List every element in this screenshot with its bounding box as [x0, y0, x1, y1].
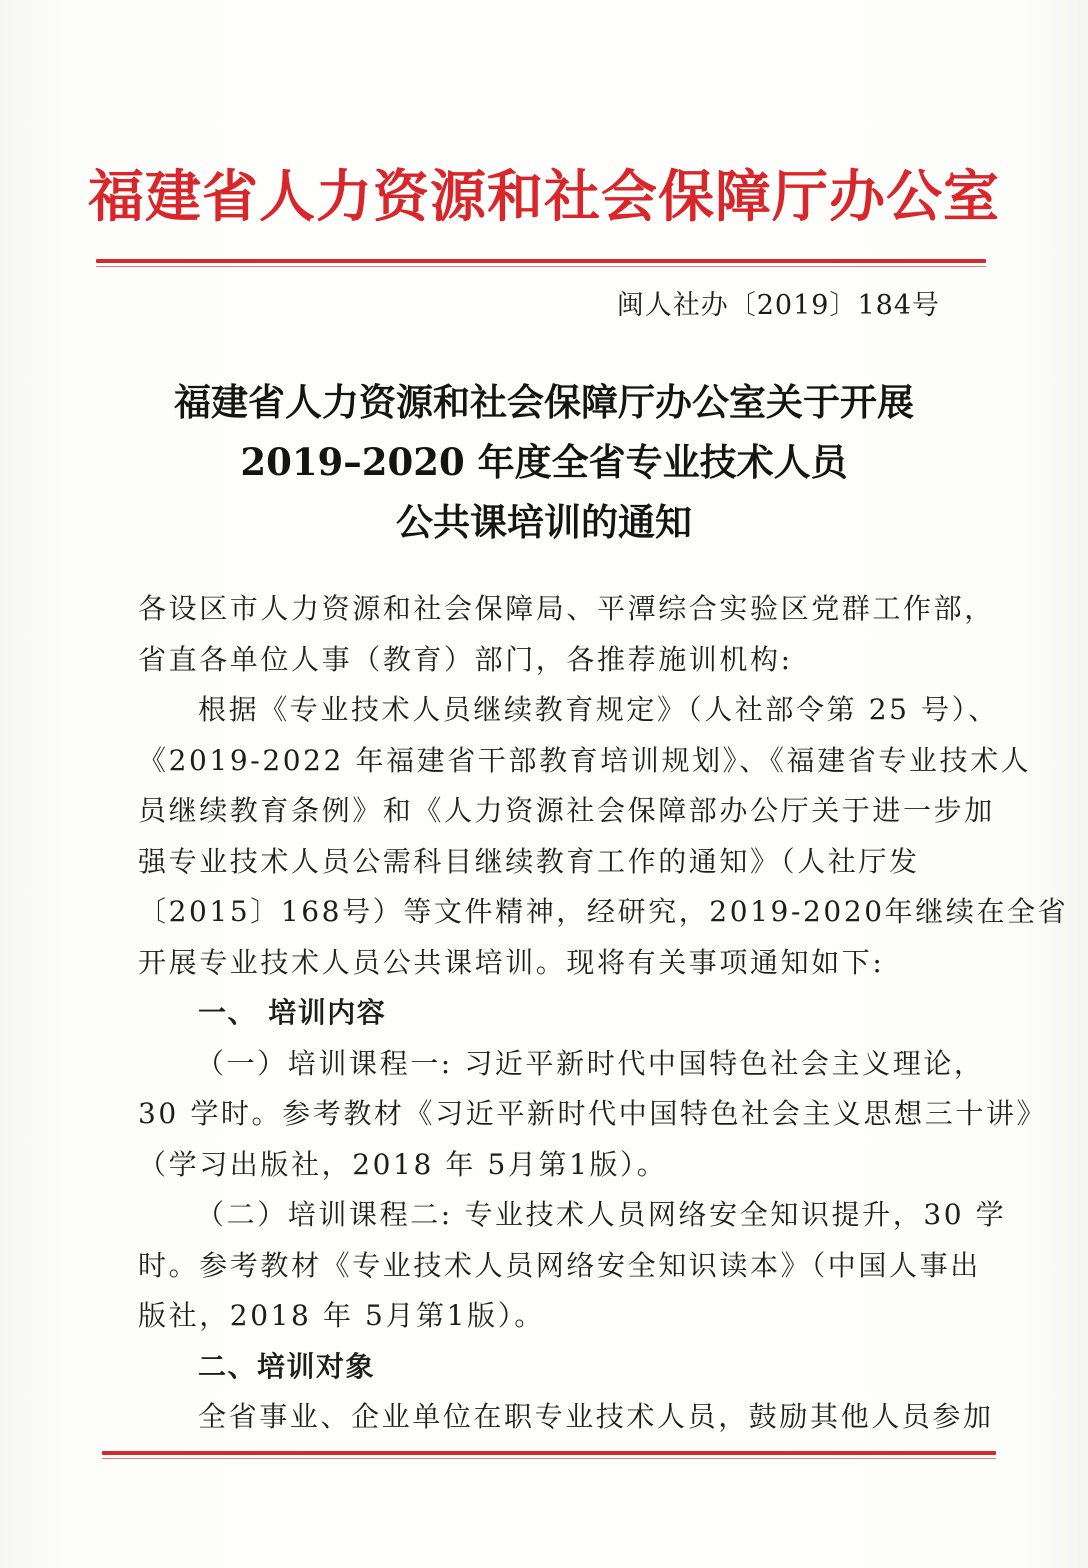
- target-paragraph-line: 全省事业、企业单位在职专业技术人员，鼓励其他人员参加: [198, 1400, 994, 1433]
- header-red-rule-thin: [96, 266, 986, 267]
- issuing-organization-header: 福建省人力资源和社会保障厅办公室: [88, 164, 1000, 230]
- body-paragraph-line: 根据《专业技术人员继续教育规定》（人社部令第 25 号）、: [198, 693, 999, 726]
- body-paragraph-line: 〔2015〕168号）等文件精神，经研究，2019-2020年继续在全省: [138, 895, 1069, 928]
- course-one-line: （学习出版社，2018 年 5月第1版）。: [138, 1147, 668, 1181]
- section-heading-training-content: 一、 培训内容: [198, 996, 387, 1029]
- body-paragraph-line: 《2019-2022 年福建省干部教育培训规划》、《福建省专业技术人: [138, 743, 1032, 777]
- title-line-1: 福建省人力资源和社会保障厅办公室关于开展: [174, 380, 914, 424]
- document-number: 闽人社办〔2019〕184号: [616, 290, 940, 321]
- course-two-line: 版社，2018 年 5月第1版）。: [138, 1299, 545, 1332]
- body-paragraph-line: 强专业技术人员公需科目继续教育工作的通知》（人社厅发: [138, 844, 920, 878]
- addressee-line-2: 省直各单位人事（教育）部门，各推荐施训机构:: [138, 642, 793, 676]
- document-body: [138, 584, 1069, 1443]
- course-two-line: （二）培训课程二: 专业技术人员网络安全知识提升，30 学: [196, 1198, 1007, 1231]
- footer-red-rule: [102, 1451, 996, 1455]
- course-one-line: （一）培训课程一: 习近平新时代中国特色社会主义理论，: [196, 1046, 985, 1080]
- body-paragraph-line: 开展专业技术人员公共课培训。现将有关事项通知如下:: [138, 945, 885, 979]
- title-line-2: 2019–2020 年度全省专业技术人员: [240, 440, 848, 484]
- body-paragraph-line: 员继续教育条例》和《人力资源社会保障部办公厅关于进一步加: [138, 794, 995, 827]
- section-heading-training-target: 二、培训对象: [198, 1349, 376, 1383]
- course-one-line: 30 学时。参考教材《习近平新时代中国特色社会主义思想三十讲》: [138, 1097, 1048, 1130]
- footer-red-rule-thin: [102, 1458, 996, 1459]
- title-line-3: 公共课培训的通知: [396, 500, 692, 544]
- header-red-rule: [96, 259, 986, 263]
- course-two-line: 时。参考教材《专业技术人员网络安全知识读本》（中国人事出: [138, 1248, 981, 1282]
- addressee-line-1: 各设区市人力资源和社会保障局、平潭综合实验区党群工作部，: [138, 592, 995, 625]
- document-title: [0, 372, 1088, 552]
